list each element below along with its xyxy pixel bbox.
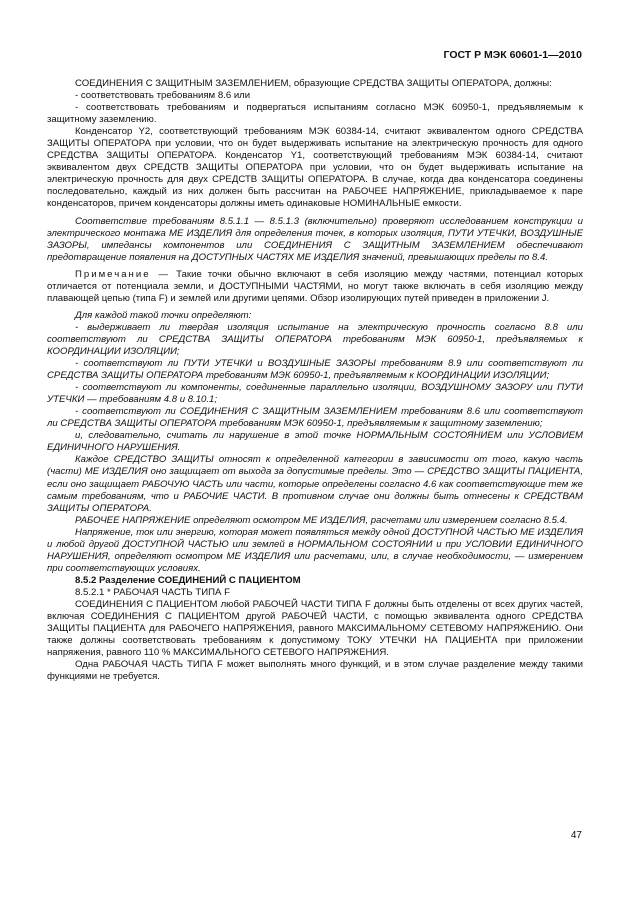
paragraph: Конденсатор Y2, соответствующий требованиям МЭК 60384-14, считают эквивалентом одного СРЕДСТВА ЗАЩИТЫ ОПЕРАТОРА при условии, что он будет выдерживать испытание на электрическую прочность для одного СРЕДСТВА ЗАЩИТЫ ОПЕРАТОРА. Конденсатор Y1, соответствующий требованиям МЭК 60384-14, считают эквивалентом двух СРЕДСТВ ЗАЩИТЫ ОПЕРАТОРА при условии, что он будет выдерживать испытание на электрическую прочность для двух СРЕДСТВ ЗАЩИТЫ ОПЕРАТОРА. В случае, когда два конденсатора соединены последовательно, каждый из них должен быть рассчитан на РАБОЧЕЕ НАПРЯЖЕНИЕ, прикладываемое к паре конденсаторов, причем конденсаторы должны иметь одинаковые НОМИНАЛЬНЫЕ емкости.: [47, 126, 583, 210]
list-item: - выдерживает ли твердая изоляция испытание на электрическую прочность согласно 8.8 или соответствуют ли СРЕДСТВА ЗАЩИТЫ ОПЕРАТОРА требованиям МЭК 60950-1, предъявляемых к КООРДИНАЦИИ ИЗОЛЯЦИИ;: [47, 321, 583, 357]
paragraph: и, следовательно, считать ли нарушение в этой точке НОРМАЛЬНЫМ СОСТОЯНИЕМ или УСЛОВИЕМ ЕДИНИЧНОГО НАРУШЕНИЯ.: [47, 430, 583, 454]
paragraph: Напряжение, ток или энергию, которая может появляться между одной ДОСТУПНОЙ ЧАСТЬЮ МЕ ИЗДЕЛИЯ и любой другой ДОСТУПНОЙ ЧАСТЬЮ или землей в НОРМАЛЬНОМ СОСТОЯНИИ и при УСЛОВИИ ЕДИНИЧНОГО НАРУШЕНИЯ, определяют осмотром МЕ ИЗДЕЛИЯ или расчетами, или, в случае необходимости, — измерением при соответствующих условиях.: [47, 526, 583, 574]
subsection-heading: 8.5.2.1 * РАБОЧАЯ ЧАСТЬ ТИПА F: [75, 586, 230, 598]
paragraph: Для каждой такой точки определяют:: [75, 309, 252, 321]
note: [47, 269, 583, 305]
paragraph: Одна РАБОЧАЯ ЧАСТЬ ТИПА F может выполнять много функций, и в этом случае разделение между такими функциями не требуется.: [47, 659, 583, 683]
section-heading: 8.5.2 Разделение СОЕДИНЕНИЙ С ПАЦИЕНТОМ: [75, 574, 301, 586]
standard-code-header: ГОСТ Р МЭК 60601-1—2010: [443, 49, 582, 61]
list-item: - соответствуют ли ПУТИ УТЕЧКИ и ВОЗДУШНЫЕ ЗАЗОРЫ требованиям 8.9 или соответствуют ли СРЕДСТВА ЗАЩИТЫ ОПЕРАТОРА требованиям МЭК 60950-1, предъявляемым к КООРДИНАЦИИ ИЗОЛЯЦИИ;: [47, 358, 583, 382]
paragraph-compliance: Соответствие требованиям 8.5.1.1 — 8.5.1.3 (включительно) проверяют исследованием конструкции и электрического монтажа МЕ ИЗДЕЛИЯ для определения точек, в которых изоляция, ПУТИ УТЕЧКИ, ВОЗДУШНЫЕ ЗАЗОРЫ, импедансы компонентов или СОЕДИНЕНИЯ С ЗАЩИТНЫМ ЗАЗЕМЛЕНИЕМ обеспечивают предотвращение появления на ДОСТУПНЫХ ЧАСТЯХ МЕ ИЗДЕЛИЯ значений, превышающих пределы по 8.4.: [47, 215, 583, 263]
list-item: - соответствовать требованиям 8.6 или: [75, 90, 251, 102]
page-number: 47: [570, 830, 582, 841]
paragraph: Каждое СРЕДСТВО ЗАЩИТЫ относят к определенной категории в зависимости от того, какую часть (части) МЕ ИЗДЕЛИЯ оно защищает от выхода за допустимые пределы. Это — СРЕДСТВО ЗАЩИТЫ ПАЦИЕНТА, если оно защищает РАБОЧУЮ ЧАСТЬ или части, которые определены согласно 4.6 как соответствующие тем же самым требованиям, что и РАБОЧИЕ ЧАСТИ. В противном случае они должны быть отнесены к СРЕДСТВАМ ЗАЩИТЫ ОПЕРАТОРА.: [47, 454, 583, 514]
paragraph: СОЕДИНЕНИЯ С ЗАЩИТНЫМ ЗАЗЕМЛЕНИЕМ, образующие СРЕДСТВА ЗАЩИТЫ ОПЕРАТОРА, должны:: [75, 78, 552, 89]
note-label: Примечание —: [75, 268, 171, 280]
note-text: Такие точки обычно включают в себя изоляцию между частями, потенциал которых отличается от потенциала земли, и ДОСТУПНЫМИ ЧАСТЯМИ, но могут также включать в себя изоляцию между плавающей цепью (типа F) и землей или другими цепями. Обзор изолирующих путей приведен в приложении J.: [47, 268, 583, 304]
paragraph: СОЕДИНЕНИЯ С ПАЦИЕНТОМ любой РАБОЧЕЙ ЧАСТИ ТИПА F должны быть отделены от всех других частей, включая СОЕДИНЕНИЯ С ПАЦИЕНТОМ другой РАБОЧЕЙ ЧАСТИ, с помощью эквивалента одного СРЕДСТВА ЗАЩИТЫ ПАЦИЕНТА для РАБОЧЕГО НАПРЯЖЕНИЯ, равного МАКСИМАЛЬНОМУ СЕТЕВОМУ НАПРЯЖЕНИЮ. Они также должны соответствовать требованиям к допустимому ТОКУ УТЕЧКИ НА ПАЦИЕНТА при приложении напряжения, равного 110 % МАКСИМАЛЬНОГО СЕТЕВОГО НАПРЯЖЕНИЯ.: [47, 598, 583, 659]
list-item: - соответствовать требованиям и подвергаться испытаниям согласно МЭК 60950-1, предъявляемым к защитному заземлению.: [47, 102, 583, 126]
list-item: - соответствуют ли СОЕДИНЕНИЯ С ЗАЩИТНЫМ ЗАЗЕМЛЕНИЕМ требованиям 8.6 или соответствуют ли СРЕДСТВА ЗАЩИТЫ ОПЕРАТОРА требованиям МЭК 60950-1, предъявляемым к защитному заземлению;: [47, 406, 583, 430]
paragraph: РАБОЧЕЕ НАПРЯЖЕНИЕ определяют осмотром МЕ ИЗДЕЛИЯ, расчетами или измерением согласно 8.5.4.: [75, 514, 568, 526]
document-body: [47, 78, 583, 683]
list-item: - соответствуют ли компоненты, соединенные параллельно изоляции, ВОЗДУШНОМУ ЗАЗОРУ или ПУТИ УТЕЧКИ — требованиям 4.8 и 8.10.1;: [47, 382, 583, 406]
